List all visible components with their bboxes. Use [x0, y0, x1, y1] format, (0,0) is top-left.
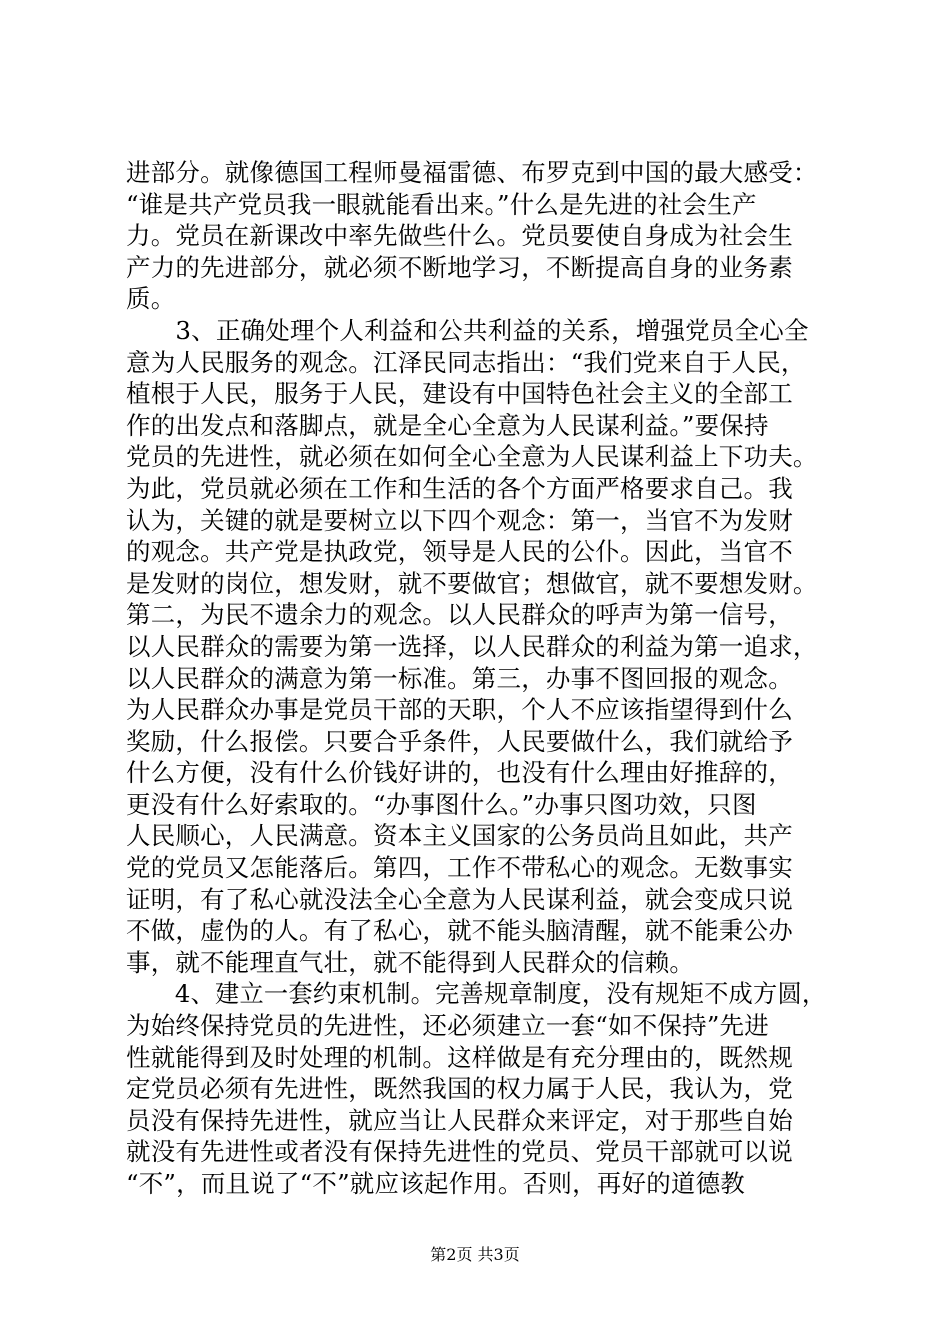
- text-line: “不”，而且说了“不”就应该起作用。否则，再好的道德教: [126, 1169, 745, 1198]
- text-line: 奖励，什么报偿。只要合乎条件，人民要做什么，我们就给予: [126, 726, 793, 756]
- text-line: 作的出发点和落脚点，就是全心全意为人民谋利益。”要保持: [126, 410, 769, 440]
- text-line: 为此，党员就必须在工作和生活的各个方面严格要求自己。我: [126, 473, 793, 503]
- text-line: 3、正确处理个人利益和公共利益的关系，增强党员全心全: [126, 315, 809, 345]
- text-line: 什么方便，没有什么价钱好讲的，也没有什么理由好推辞的，: [126, 758, 793, 788]
- text-line: 以人民群众的满意为第一标准。第三，办事不图回报的观念。: [126, 663, 793, 693]
- text-line: 的观念。共产党是执政党，领导是人民的公仆。因此，当官不: [126, 537, 793, 567]
- text-line: 认为，关键的就是要树立以下四个观念：第一，当官不为发财: [126, 505, 793, 535]
- text-line: 是发财的岗位，想发财，就不要做官；想做官，就不要想发财。: [126, 568, 818, 598]
- text-line: 产力的先进部分，就必须不断地学习，不断提高自身的业务素: [126, 252, 793, 282]
- text-line: 更没有什么好索取的。“办事图什么。”办事只图功效，只图: [126, 789, 757, 819]
- text-line: 以人民群众的需要为第一选择，以人民群众的利益为第一追求，: [126, 631, 818, 661]
- page-footer: 第2页 共3页: [430, 1245, 520, 1264]
- text-line: 事，就不能理直气壮，就不能得到人民群众的信赖。: [126, 947, 695, 977]
- text-line: 员没有保持先进性，就应当让人民群众来评定，对于那些自始: [126, 1105, 793, 1135]
- text-line: 党的党员又怎能落后。第四，工作不带私心的观念。无数事实: [126, 853, 793, 883]
- document-body: [126, 157, 826, 1200]
- text-line: “谁是共产党员我一眼就能看出来。”什么是先进的社会生产: [126, 189, 757, 219]
- text-line: 进部分。就像德国工程师曼福雷德、布罗克到中国的最大感受：: [126, 158, 818, 187]
- text-line: 质。: [126, 284, 176, 314]
- text-line: 人民顺心，人民满意。资本主义国家的公务员尚且如此，共产: [126, 821, 793, 851]
- text-line: 植根于人民，服务于人民，建设有中国特色社会主义的全部工: [126, 379, 793, 409]
- text-line: 意为人民服务的观念。江泽民同志指出：“我们党来自于人民，: [126, 347, 806, 377]
- text-line: 性就能得到及时处理的机制。这样做是有充分理由的，既然规: [126, 1042, 793, 1072]
- text-line: 定党员必须有先进性，既然我国的权力属于人民，我认为，党: [126, 1074, 793, 1104]
- text-line: 为人民群众办事是党员干部的天职，个人不应该指望得到什么: [126, 695, 793, 725]
- text-line: 4、建立一套约束机制。完善规章制度，没有规矩不成方圆，: [126, 979, 827, 1009]
- text-line: 就没有先进性或者没有保持先进性的党员、党员干部就可以说: [126, 1137, 793, 1167]
- text-line: 力。党员在新课改中率先做些什么。党员要使自身成为社会生: [126, 221, 793, 251]
- text-line: 第二，为民不遗余力的观念。以人民群众的呼声为第一信号，: [126, 600, 793, 630]
- text-line: 党员的先进性，就必须在如何全心全意为人民谋利益上下功夫。: [126, 442, 818, 472]
- text-line: 为始终保持党员的先进性，还必须建立一套“如不保持”先进: [126, 1011, 769, 1041]
- text-line: 不做，虚伪的人。有了私心，就不能头脑清醒，就不能秉公办: [126, 916, 793, 946]
- text-line: 证明，有了私心就没法全心全意为人民谋利益，就会变成只说: [126, 884, 793, 914]
